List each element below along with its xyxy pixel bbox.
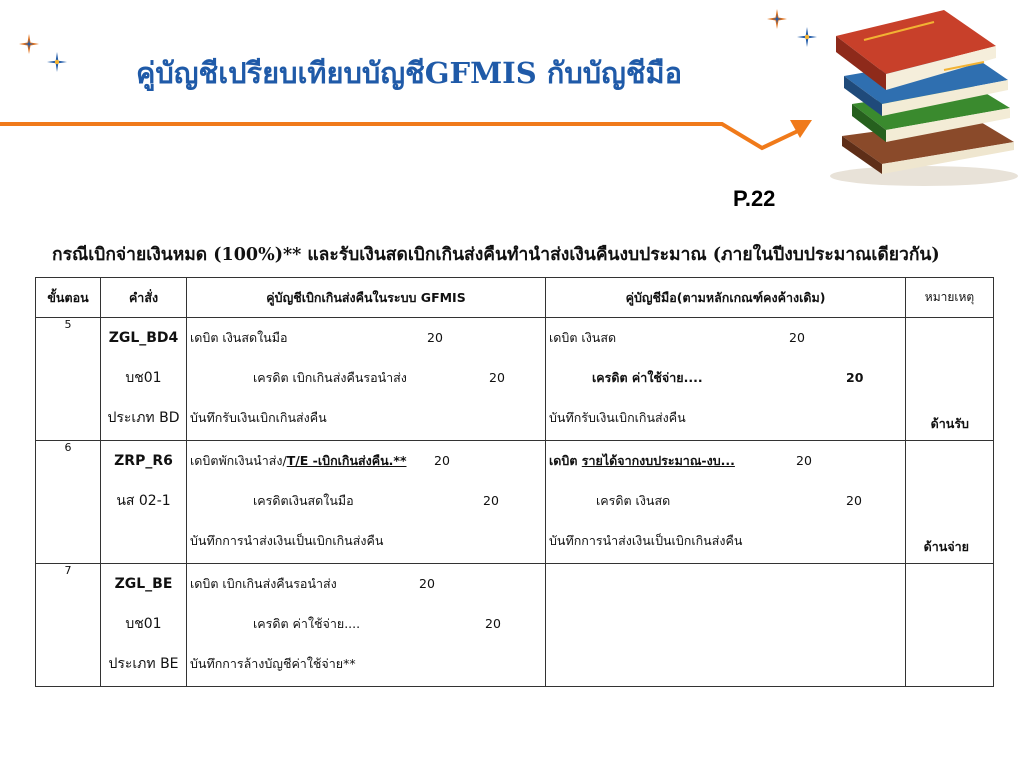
gfmis-entry xyxy=(187,441,546,564)
slide-title: คู่บัญชีเปรียบเทียบบัญชีGFMIS กับบัญชีมือ xyxy=(136,56,683,90)
credit-amount: 20 xyxy=(846,493,862,508)
header-command: คำสั่ง xyxy=(101,278,187,318)
command-form: บช01 xyxy=(125,616,162,632)
comparison-table xyxy=(35,277,994,687)
debit-amount: 20 xyxy=(789,330,805,345)
debit-line xyxy=(546,441,905,481)
debit-line xyxy=(187,564,545,604)
credit-account: เครดิต ค่าใช้จ่าย.... xyxy=(592,370,703,385)
sparkle-icon xyxy=(46,51,68,73)
note-text: ด้านรับ xyxy=(930,416,969,431)
table-row xyxy=(36,318,994,441)
sparkle-icon xyxy=(796,26,818,48)
accent-arrow-line xyxy=(0,118,830,158)
command-cell xyxy=(101,441,187,564)
command-code: ZGL_BD4 xyxy=(108,330,179,346)
gfmis-entry xyxy=(187,564,546,687)
credit-amount: 20 xyxy=(483,493,499,508)
note-cell xyxy=(906,441,994,564)
credit-amount: 20 xyxy=(485,616,501,631)
entry-description: บันทึกรับเงินเบิกเกินส่งคืน xyxy=(549,410,686,425)
debit-account: เดบิต เงินสดในมือ xyxy=(190,330,288,345)
manual-entry xyxy=(546,564,906,687)
header-step: ขั้นตอน xyxy=(36,278,101,318)
command-cell xyxy=(101,564,187,687)
credit-line xyxy=(546,481,905,521)
header-gfmis: คู่บัญชีเบิกเกินส่งคืนในระบบ GFMIS xyxy=(187,278,546,318)
sparkle-icon xyxy=(766,8,788,30)
step-number: 7 xyxy=(36,564,101,687)
manual-entry xyxy=(546,441,906,564)
entry-description: บันทึกรับเงินเบิกเกินส่งคืน xyxy=(190,410,327,425)
command-code: ZGL_BE xyxy=(114,576,173,592)
entry-description: บันทึกการล้างบัญชีค่าใช้จ่าย** xyxy=(190,656,356,671)
sparkle-icon xyxy=(18,33,40,55)
credit-amount: 20 xyxy=(846,370,864,385)
document-heading: กรณีเบิกจ่ายเงินหมด (100%)** และรับเงินสดเบิกเกินส่งคืนทำนำส่งเงินคืนงบประมาณ (ภายในปีงบประมาณเดียวกัน) xyxy=(52,245,940,265)
debit-account: เดบิต เงินสด xyxy=(549,330,617,345)
command-form: บช01 xyxy=(125,370,162,386)
note-cell xyxy=(906,318,994,441)
debit-line xyxy=(546,318,905,358)
table-header-row xyxy=(36,278,994,318)
debit-amount: 20 xyxy=(434,453,450,468)
command-cell xyxy=(101,318,187,441)
credit-account: เครดิต เงินสด xyxy=(596,493,671,508)
debit-account-detail: T/E -เบิกเกินส่งคืน.** xyxy=(286,453,407,468)
command-code: ZRP_R6 xyxy=(114,453,173,469)
debit-amount: 20 xyxy=(427,330,443,345)
credit-line xyxy=(187,481,545,521)
command-type: ประเภท BD xyxy=(107,410,180,426)
debit-account: เดบิตพักเงินนำส่ง/ xyxy=(190,453,287,468)
debit-amount: 20 xyxy=(796,453,812,468)
page-reference: P.22 xyxy=(733,186,776,211)
credit-line xyxy=(187,604,545,644)
note-text: ด้านจ่าย xyxy=(923,539,969,554)
debit-account: เดบิต เบิกเกินส่งคืนรอนำส่ง xyxy=(190,576,337,591)
credit-amount: 20 xyxy=(489,370,505,385)
books-illustration xyxy=(824,0,1024,190)
credit-line xyxy=(187,358,545,398)
table-row xyxy=(36,441,994,564)
command-type: ประเภท BE xyxy=(108,656,179,672)
manual-entry xyxy=(546,318,906,441)
note-cell xyxy=(906,564,994,687)
debit-line xyxy=(187,318,545,358)
header-note: หมายเหตุ xyxy=(906,278,994,318)
debit-line xyxy=(187,441,545,481)
step-number: 6 xyxy=(36,441,101,564)
gfmis-entry xyxy=(187,318,546,441)
entry-description: บันทึกการนำส่งเงินเป็นเบิกเกินส่งคืน xyxy=(190,533,384,548)
debit-amount: 20 xyxy=(419,576,435,591)
debit-account: เดบิต xyxy=(549,453,582,468)
credit-account: เครดิต เบิกเกินส่งคืนรอนำส่ง xyxy=(253,370,407,385)
debit-account-detail: รายได้จากงบประมาณ-งบ... xyxy=(581,453,735,468)
credit-account: เครดิต ค่าใช้จ่าย.... xyxy=(253,616,361,631)
entry-description: บันทึกการนำส่งเงินเป็นเบิกเกินส่งคืน xyxy=(549,533,743,548)
credit-line xyxy=(546,358,905,398)
header-manual: คู่บัญชีมือ(ตามหลักเกณฑ์คงค้างเดิม) xyxy=(546,278,906,318)
table-row xyxy=(36,564,994,687)
step-number: 5 xyxy=(36,318,101,441)
command-form: นส 02-1 xyxy=(116,493,171,509)
credit-account: เครดิตเงินสดในมือ xyxy=(253,493,354,508)
